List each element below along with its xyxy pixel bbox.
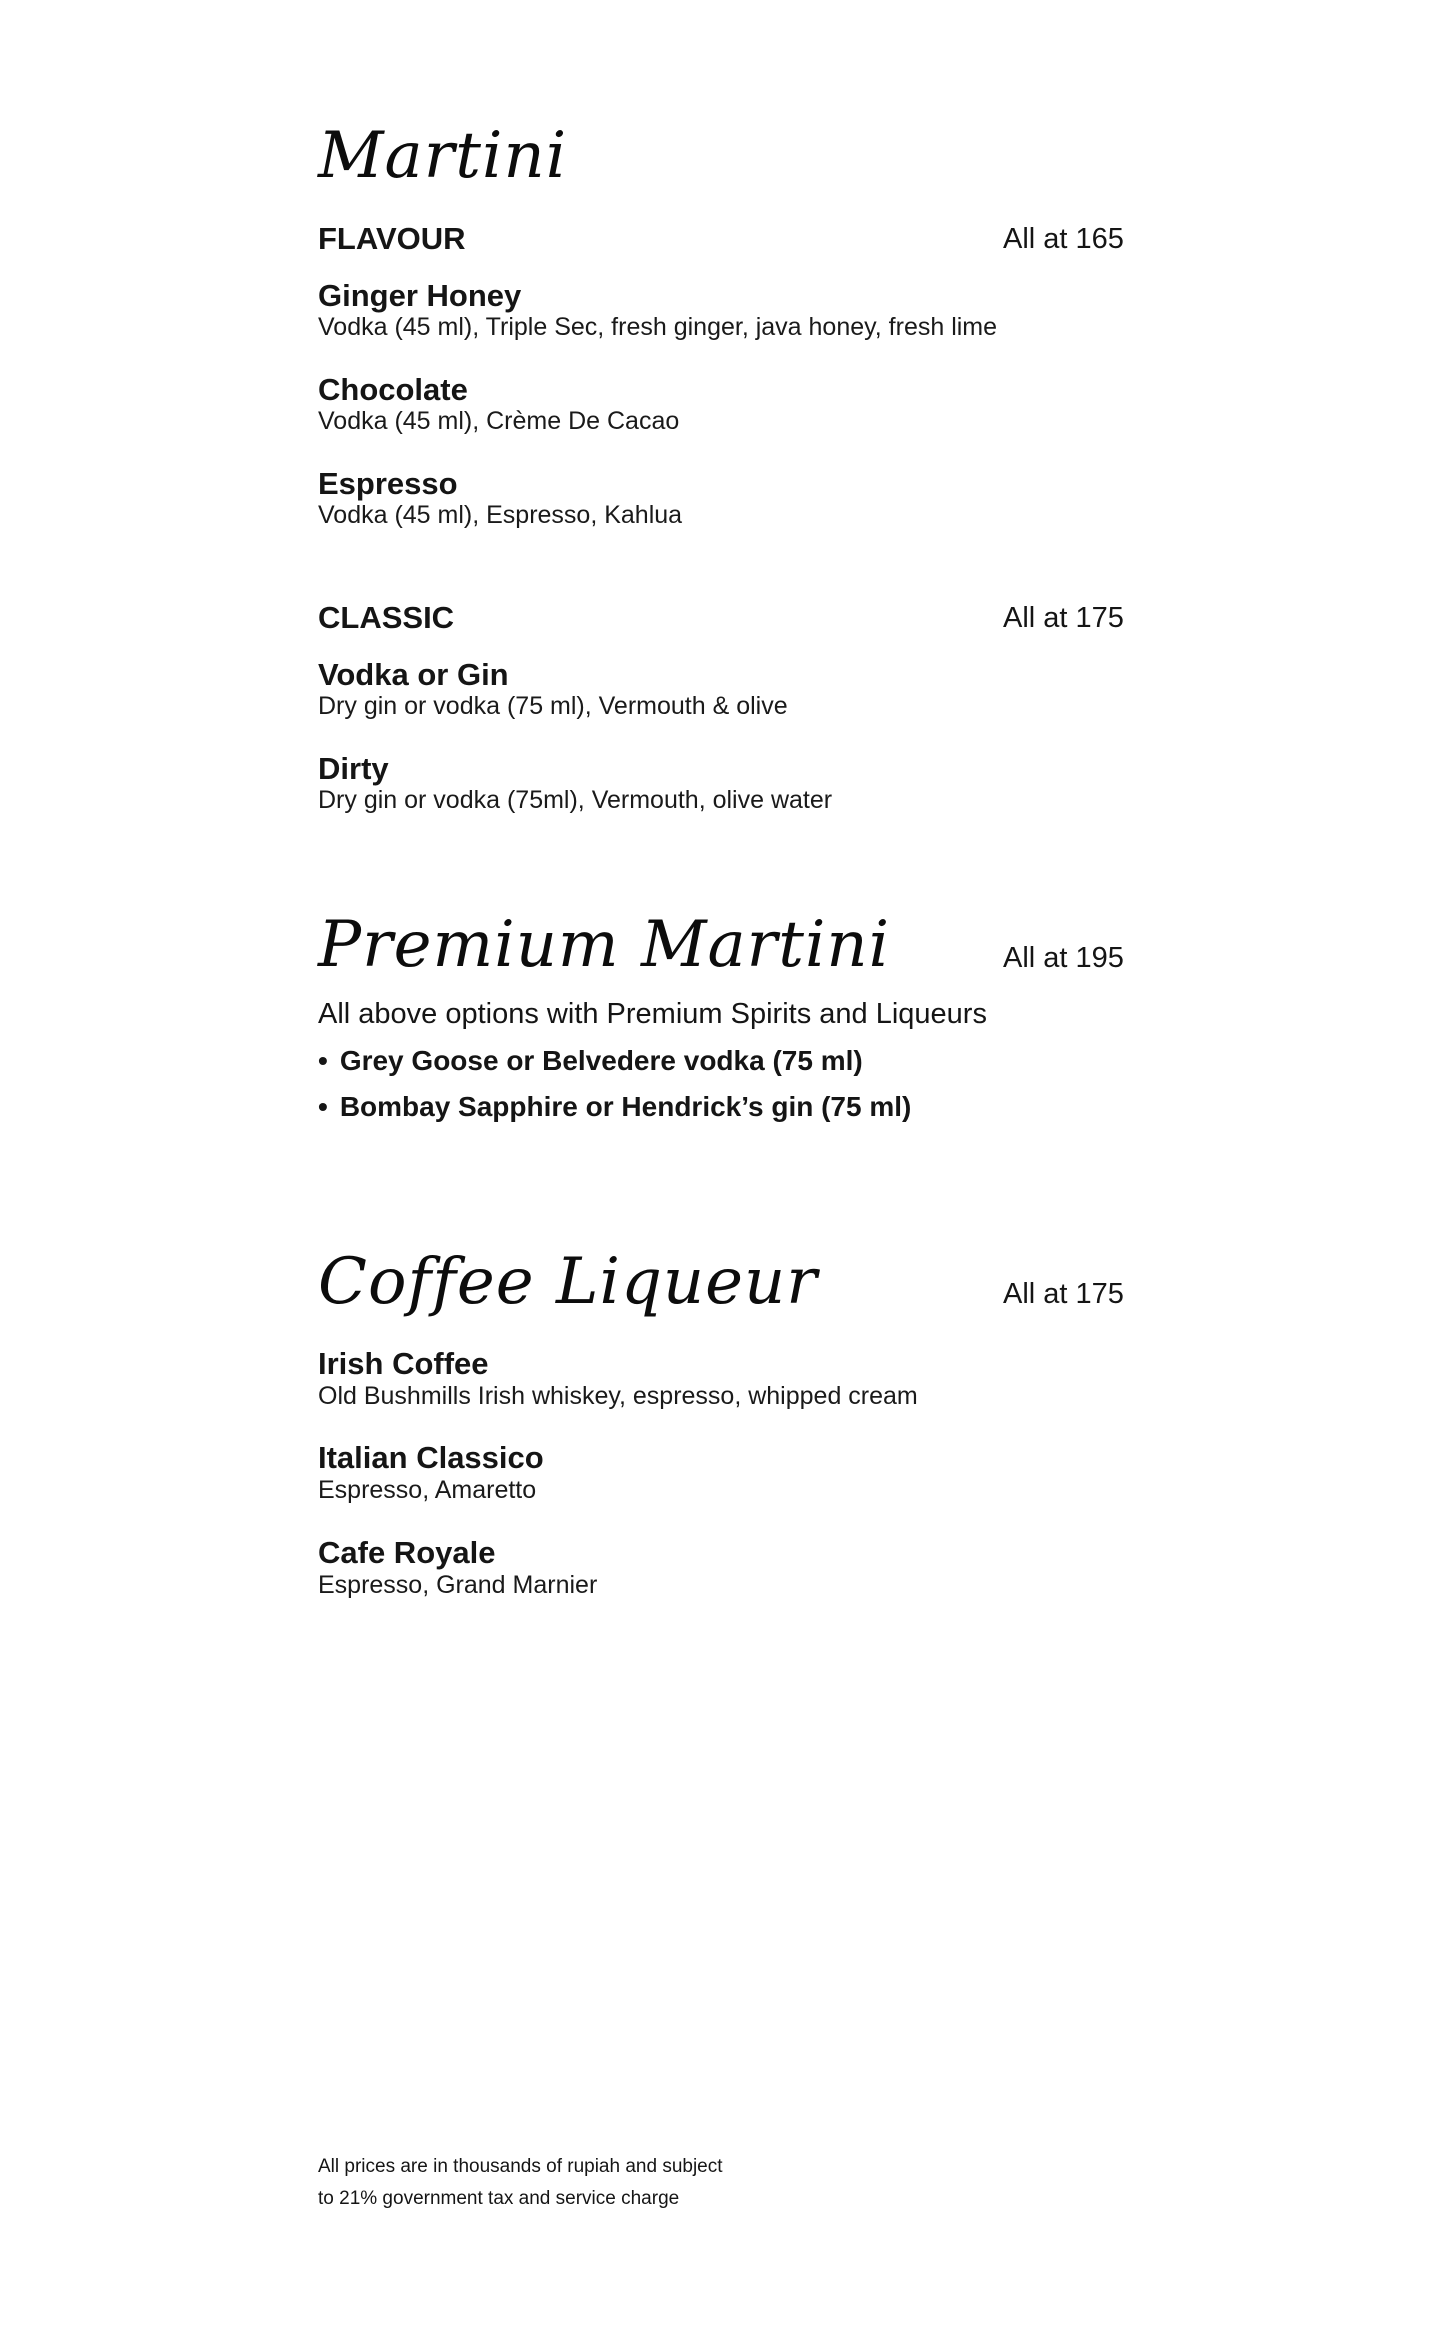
item-name-vodka-or-gin: Vodka or Gin xyxy=(318,657,509,692)
item-desc-espresso: Vodka (45 ml), Espresso, Kahlua xyxy=(318,501,683,529)
item-desc-irish-coffee: Old Bushmills Irish whiskey, espresso, whipped cream xyxy=(318,1382,918,1410)
item-desc-dirty: Dry gin or vodka (75ml), Vermouth, olive water xyxy=(318,786,833,814)
premium-bullet-text: Grey Goose or Belvedere vodka (75 ml) xyxy=(339,1045,863,1076)
bullet-glyph: • xyxy=(318,1091,328,1122)
item-desc-italian-classico: Espresso, Amaretto xyxy=(318,1476,537,1504)
flavour-price: All at 165 xyxy=(1003,223,1124,255)
bullet-glyph: • xyxy=(318,1045,328,1076)
flavour-heading: FLAVOUR xyxy=(318,221,466,256)
premium-price: All at 195 xyxy=(1003,942,1124,974)
footer-note-line-2: to 21% government tax and service charge xyxy=(318,2188,680,2209)
premium-martini-title: Premium Martini xyxy=(318,908,891,982)
item-desc-vodka-or-gin: Dry gin or vodka (75 ml), Vermouth & olive xyxy=(318,692,788,720)
premium-bullet-text: Bombay Sapphire or Hendrick’s gin (75 ml) xyxy=(339,1091,912,1122)
footer-note-line-1: All prices are in thousands of rupiah and subject xyxy=(318,2156,723,2177)
coffee-price: All at 175 xyxy=(1003,1278,1124,1310)
item-desc-chocolate: Vodka (45 ml), Crème De Cacao xyxy=(318,407,680,435)
coffee-liqueur-title: Coffee Liqueur xyxy=(318,1245,818,1319)
classic-price: All at 175 xyxy=(1003,602,1124,634)
item-name-chocolate: Chocolate xyxy=(318,372,468,407)
item-name-espresso: Espresso xyxy=(318,466,458,501)
martini-title: Martini xyxy=(318,119,568,193)
premium-bullet-2 xyxy=(318,1093,911,1121)
item-name-dirty: Dirty xyxy=(318,751,389,786)
premium-intro: All above options with Premium Spirits and Liqueurs xyxy=(318,998,987,1030)
item-name-irish-coffee: Irish Coffee xyxy=(318,1346,489,1381)
item-name-ginger-honey: Ginger Honey xyxy=(318,278,522,313)
item-name-cafe-royale: Cafe Royale xyxy=(318,1535,496,1570)
classic-heading: CLASSIC xyxy=(318,600,455,635)
item-desc-ginger-honey: Vodka (45 ml), Triple Sec, fresh ginger, java honey, fresh lime xyxy=(318,313,998,341)
item-name-italian-classico: Italian Classico xyxy=(318,1440,544,1475)
item-desc-cafe-royale: Espresso, Grand Marnier xyxy=(318,1571,598,1599)
premium-bullet-1 xyxy=(318,1047,863,1075)
